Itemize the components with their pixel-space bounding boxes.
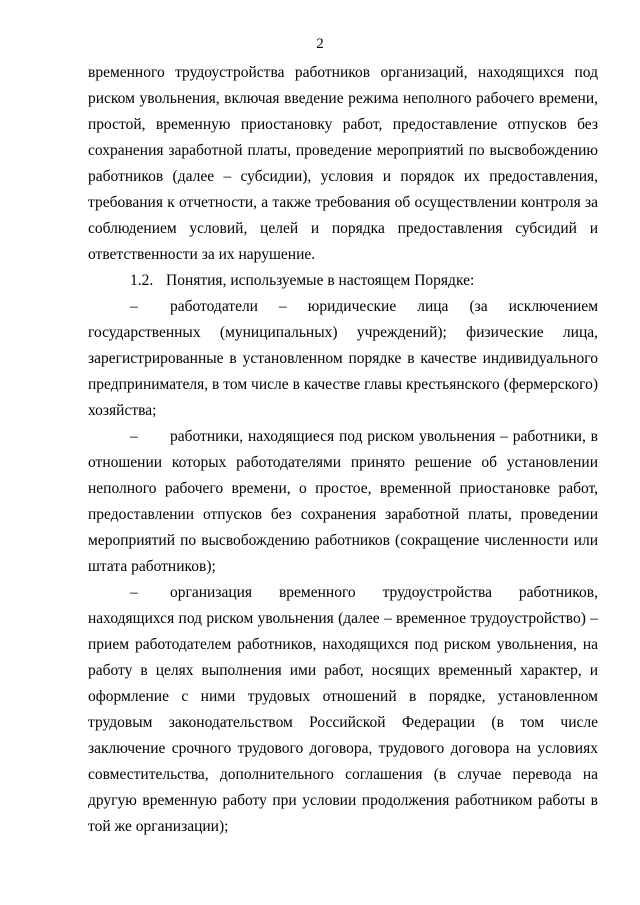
section-number: 1.2. bbox=[130, 272, 154, 289]
intro-paragraph: временного трудоустройства работников организаций, находящихся под риском увольнения, включая введение режима неполного рабочего времени, простой, временную приостановку работ, предоставление отпусков без сохранения заработной платы, проведение мероприятий по высвобождению работников (далее – субсидии), условия и порядок их предоставления, требования к отчетности, а также требования об осуществлении контроля за соблюдением условий, целей и порядка предоставления субсидий и ответственности за их нарушение. bbox=[88, 64, 598, 263]
definition-dash: – bbox=[130, 428, 138, 445]
definition-dash: – bbox=[130, 298, 138, 315]
definition-text: работники, находящиеся под риском увольнения – работники, в отношении которых работодателями принято решение об установлении неполного рабочего времени, о простое, временной приостановке работ, предоставлении отпусков без сохранения заработной платы, проведении мероприятий по высвобождению работников (сокращение численности или штата работников); bbox=[88, 428, 598, 575]
definition-dash: – bbox=[130, 584, 138, 601]
definition-text: работодатели – юридические лица (за исключением государственных (муниципальных) учреждений); физические лица, зарегистрированные в установленном порядке в качестве индивидуального предпринимателя, в том числе в качестве главы крестьянского (фермерского) хозяйства; bbox=[88, 298, 598, 419]
definition-text: организация временного трудоустройства работников, находящихся под риском увольнения (далее – временное трудоустройство) – прием работодателем работников, находящихся под риском увольнения, на работу в целях выполнения ими работ, носящих временный характер, и оформление с ними трудовых отношений в порядке, установленном трудовым законодательством Российской Федерации (в том числе заключение срочного трудового договора, трудового договора на условиях совместительства, дополнительного соглашения (в случае перевода на другую временную работу при условии продолжения работником работы в той же организации); bbox=[88, 584, 598, 835]
document-body bbox=[88, 60, 598, 840]
section-title: Понятия, используемые в настоящем Порядке: bbox=[166, 272, 475, 289]
page-number: 2 bbox=[316, 36, 324, 52]
section-heading bbox=[88, 268, 598, 294]
definition-item bbox=[88, 580, 598, 840]
definition-item bbox=[88, 424, 598, 580]
definition-item bbox=[88, 294, 598, 424]
